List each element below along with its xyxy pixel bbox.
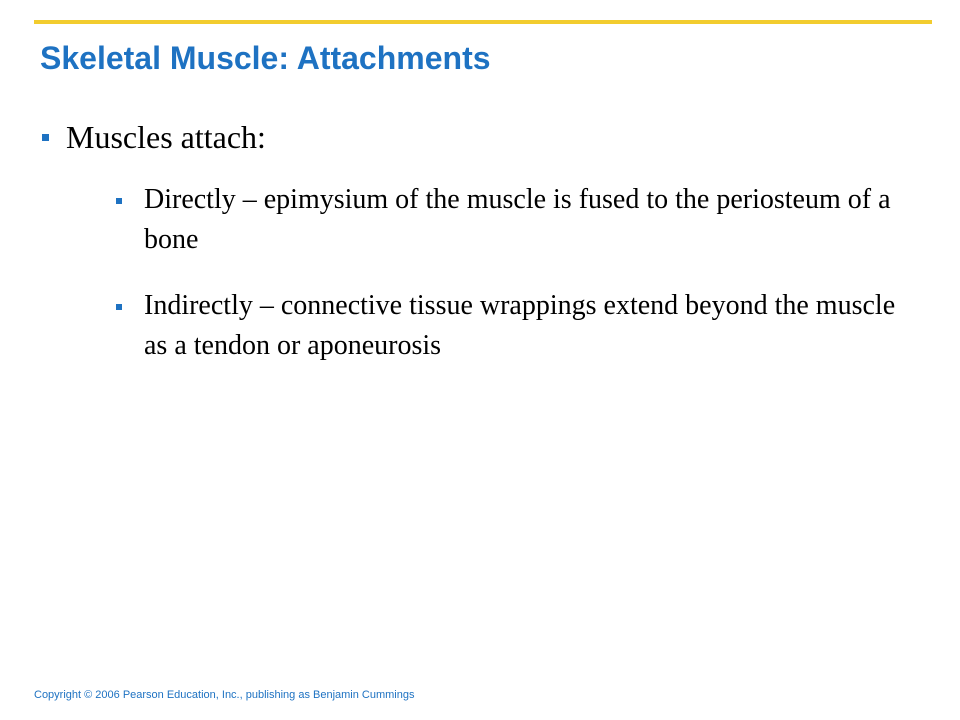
bullet-muscles-attach: [40, 112, 910, 366]
sub-bullet-text: Indirectly – connective tissue wrappings extend beyond the muscle as a tendon or aponeurosis: [144, 290, 896, 361]
sub-bullet-indirectly: [66, 286, 910, 366]
copyright-footer: Copyright © 2006 Pearson Education, Inc., publishing as Benjamin Cummings: [34, 689, 415, 701]
square-bullet-icon: [116, 304, 122, 310]
sub-bullet-directly: [66, 180, 910, 260]
bullet-text: Muscles attach:: [66, 119, 266, 155]
slide-title: Skeletal Muscle: Attachments: [40, 40, 491, 76]
sub-bullet-list: [66, 180, 910, 366]
square-bullet-icon: [116, 198, 122, 204]
title-underline-rule: [34, 20, 932, 24]
bullet-list: [40, 112, 910, 366]
square-bullet-icon: [42, 134, 49, 141]
sub-bullet-text: Directly – epimysium of the muscle is fused to the periosteum of a bone: [144, 184, 891, 255]
